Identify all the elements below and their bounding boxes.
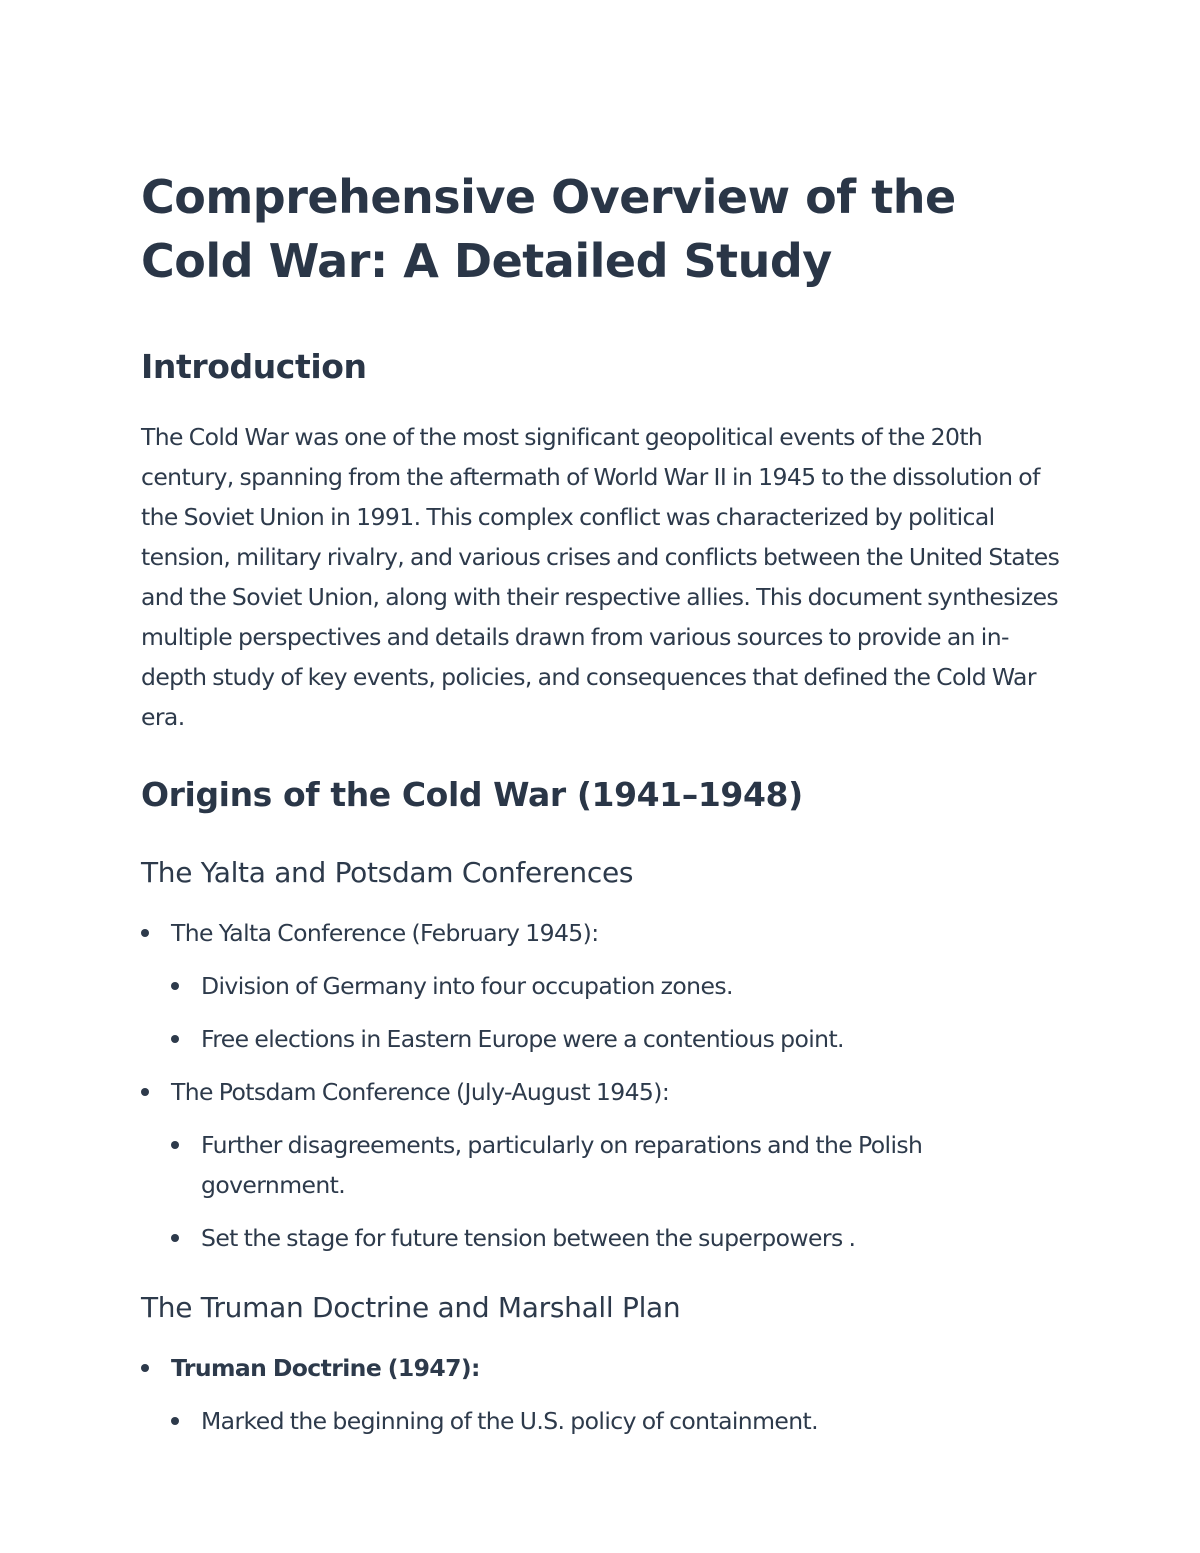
- sub-list-item-text: Set the stage for future tension between the superpowers .: [201, 1224, 856, 1252]
- sub-list-item: [171, 1019, 1061, 1059]
- truman-marshall-heading: The Truman Doctrine and Marshall Plan: [141, 1291, 681, 1324]
- sub-list-item-text: Division of Germany into four occupation zones.: [201, 972, 733, 1000]
- list-item-label: The Potsdam Conference (July-August 1945):: [171, 1078, 670, 1106]
- sub-list: [171, 1401, 1061, 1441]
- sub-list-item-text: Free elections in Eastern Europe were a contentious point.: [201, 1025, 844, 1053]
- introduction-heading: Introduction: [141, 347, 367, 386]
- document-page: [141, 165, 1061, 1441]
- list-item: [141, 1348, 1061, 1441]
- introduction-paragraph: The Cold War was one of the most significant geopolitical events of the 20th century, spanning from the aftermath of World War II in 1945 to the dissolution of the Soviet Union in 1991. This complex conflict was characterized by political tension, military rivalry, and various crises and conflicts between the United States and the Soviet Union, along with their respective allies. This document synthesizes multiple perspectives and details drawn from various sources to provide an in-depth study of key events, policies, and consequences that defined the Cold War era.: [141, 423, 1060, 731]
- sub-list-item: [171, 1218, 1061, 1258]
- bullet-icon: [141, 1088, 149, 1096]
- yalta-potsdam-list: [141, 913, 1061, 1258]
- bullet-icon: [171, 982, 179, 990]
- sub-list: [171, 966, 1061, 1059]
- document-title: Comprehensive Overview of the Cold War: A Detailed Study: [141, 170, 956, 288]
- sub-list-item-text: Further disagreements, particularly on reparations and the Polish government.: [201, 1131, 923, 1199]
- bullet-icon: [171, 1035, 179, 1043]
- truman-marshall-list: [141, 1348, 1061, 1441]
- yalta-potsdam-heading: The Yalta and Potsdam Conferences: [141, 856, 634, 889]
- list-item-label: The Yalta Conference (February 1945):: [171, 919, 599, 947]
- sub-list-item: [171, 966, 1061, 1006]
- list-item-label: Truman Doctrine (1947):: [171, 1354, 480, 1382]
- sub-list: [171, 1125, 1061, 1258]
- bullet-icon: [171, 1234, 179, 1242]
- bullet-icon: [171, 1417, 179, 1425]
- list-item: [141, 913, 1061, 1059]
- bullet-icon: [171, 1141, 179, 1149]
- sub-list-item-text: Marked the beginning of the U.S. policy of containment.: [201, 1407, 819, 1435]
- list-item: [141, 1072, 1061, 1258]
- sub-list-item: [171, 1401, 1061, 1441]
- sub-list-item: [171, 1125, 1061, 1205]
- bullet-icon: [141, 929, 149, 937]
- origins-heading: Origins of the Cold War (1941–1948): [141, 775, 803, 814]
- bullet-icon: [141, 1364, 149, 1372]
